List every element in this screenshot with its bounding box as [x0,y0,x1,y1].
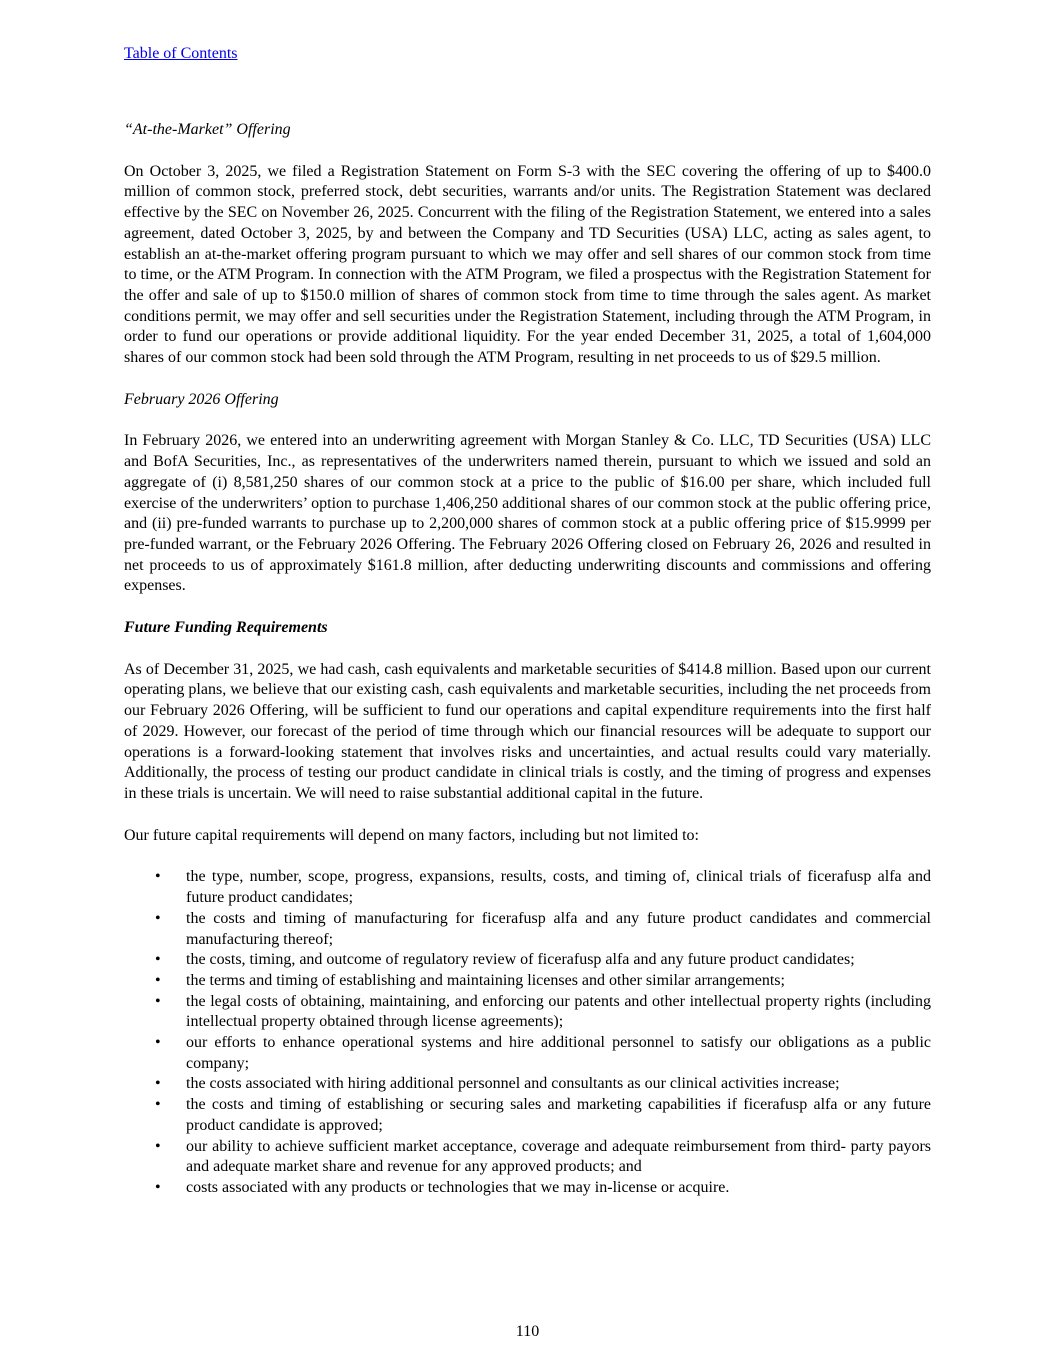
bullet-icon: • [155,909,161,927]
list-item-text: our efforts to enhance operational systems and hire additional personnel to satisfy our obligations as a public company; [186,1034,931,1072]
list-item [124,971,931,992]
bullet-icon: • [155,1178,161,1196]
list-item-text: the terms and timing of establishing and maintaining licenses and other similar arrangements; [186,971,785,989]
february-2026-offering-heading: February 2026 Offering [124,390,279,408]
list-item-text: the costs associated with hiring additional personnel and consultants as our clinical activities increase; [186,1075,840,1093]
list-item [124,992,931,1033]
list-item [124,950,931,971]
bullet-icon: • [155,992,161,1010]
atm-offering-paragraph: On October 3, 2025, we filed a Registration Statement on Form S-3 with the SEC covering the offering of up to $400.0 million of common stock, preferred stock, debt securities, warrants and/or units. The Registration Statement was declared effective by the SEC on November 26, 2025. Concurrent with the filing of the Registration Statement, we entered into a sales agreement, dated October 3, 2025, by and between the Company and TD Securities (USA) LLC, acting as sales agent, to establish an at-the-market offering program pursuant to which we may offer and sell shares of our common stock from time to time, or the ATM Program. In connection with the ATM Program, we filed a prospectus with the Registration Statement for the offer and sale of up to $150.0 million of shares of common stock from time to time through the sales agent. As market conditions permit, we may offer and sell securities under the Registration Statement, including through the ATM Program, in order to fund our operations or provide additional liquidity. For the year ended December 31, 2025, a total of 1,604,000 shares of our common stock had been sold through the ATM Program, resulting in net proceeds to us of $29.5 million. [124,162,931,367]
list-item [124,867,931,908]
list-item-text: our ability to achieve sufficient market acceptance, coverage and adequate reimbursement from third- party payors and adequate market share and revenue for any approved products; and [186,1137,931,1176]
list-item [124,909,931,950]
bullet-icon: • [155,971,161,989]
page-number: 110 [515,1323,540,1340]
bullet-icon: • [155,1096,161,1114]
bullet-icon: • [155,1137,161,1155]
list-item-text: the costs and timing of manufacturing for ficerafusp alfa and any future product candidates and commercial manufacturing thereof; [186,909,931,948]
bullet-icon: • [155,868,161,886]
list-item-text: the costs, timing, and outcome of regulatory review of ficerafusp alfa and any future product candidates; [186,951,855,969]
list-item-text: costs associated with any products or technologies that we may in-license or acquire. [186,1178,730,1196]
list-item [124,1137,931,1178]
list-item [124,1178,931,1199]
capital-requirements-intro: Our future capital requirements will depend on many factors, including but not limited to: [124,826,699,844]
future-funding-paragraph: As of December 31, 2025, we had cash, cash equivalents and marketable securities of $414.8 million. Based upon our current operating plans, we believe that our existing cash, cash equivalents and marketable securities, including the net proceeds from our February 2026 Offering, will be sufficient to fund our operations and capital expenditure requirements into the first half of 2029. However, our forecast of the period of time through which our financial resources will be adequate to support our operations is a forward-looking statement that involves risks and uncertainties, and actual results could vary materially. Additionally, the process of testing our product candidate in clinical trials is costly, and the timing of progress and expenses in these trials is uncertain. We will need to raise substantial additional capital in the future. [124,660,931,802]
list-item-text: the costs and timing of establishing or securing sales and marketing capabilities if ficerafusp alfa or any future product candidate is approved; [186,1096,931,1134]
february-2026-offering-paragraph: In February 2026, we entered into an underwriting agreement with Morgan Stanley & Co. LLC, TD Securities (USA) LLC and BofA Securities, Inc., as representatives of the underwriters named therein, pursuant to which we issued and sold an aggregate of (i) 8,581,250 shares of our common stock at a price to the public of $16.00 per share, which included full exercise of the underwriters’ option to purchase 1,406,250 additional shares of our common stock at the public offering price, and (ii) pre-funded warrants to purchase up to 2,200,000 shares of common stock at a public offering price of $15.9999 per pre-funded warrant, or the February 2026 Offering. The February 2026 Offering closed on February 26, 2026 and resulted in net proceeds to us of approximately $161.8 million, after deducting underwriting discounts and commissions and offering expenses. [124,432,931,595]
list-item [124,1074,931,1095]
bullet-icon: • [155,951,161,969]
future-funding-heading: Future Funding Requirements [124,619,328,637]
atm-offering-heading: “At-the-Market” Offering [124,121,291,138]
capital-requirements-list [124,867,931,1198]
list-item [124,1033,931,1074]
list-item-text: the legal costs of obtaining, maintaining, and enforcing our patents and other intellectual property rights (including intellectual property obtained through license agreements); [186,992,931,1031]
list-item-text: the type, number, scope, progress, expansions, results, costs, and timing of, clinical trials of ficerafusp alfa and future product candidates; [186,868,931,907]
page-content [124,120,931,1199]
bullet-icon: • [155,1075,161,1093]
list-item [124,1095,931,1136]
bullet-icon: • [155,1034,161,1052]
table-of-contents-link[interactable]: Table of Contents [124,45,238,62]
